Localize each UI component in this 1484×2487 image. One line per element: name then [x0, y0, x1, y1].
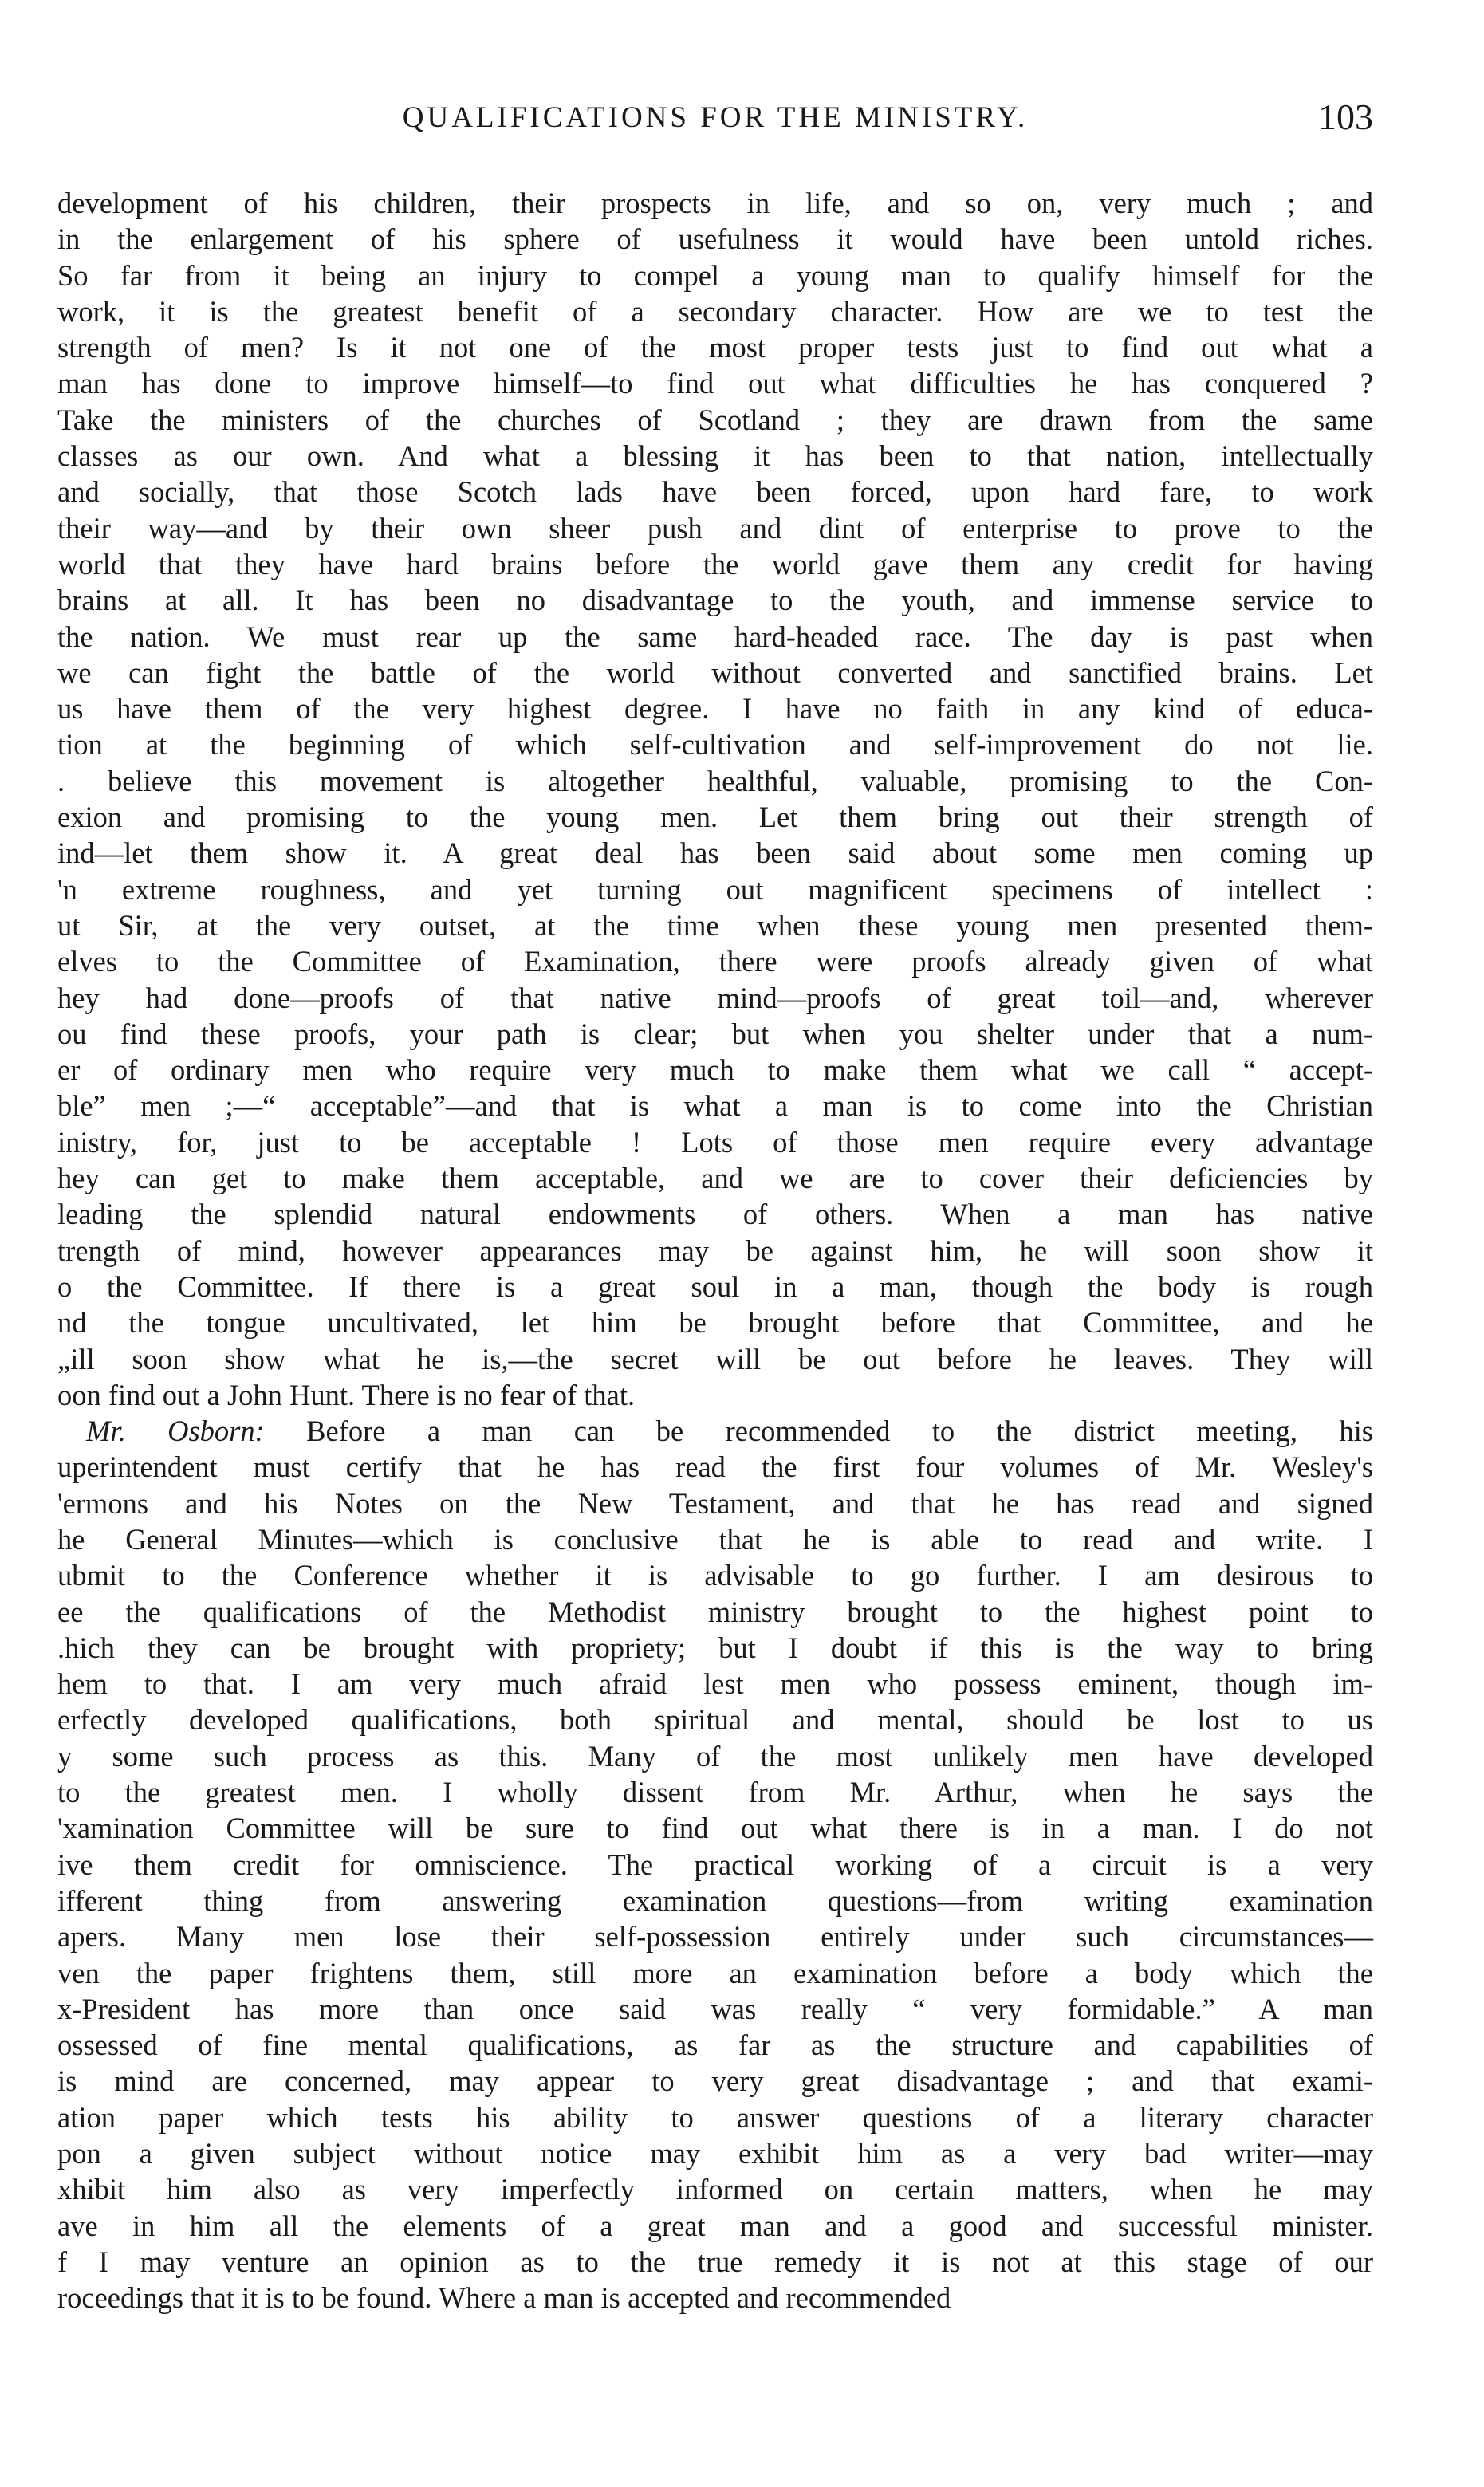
text-line: us have them of the very highest degree. I have no faith in any kind of educa- — [57, 692, 1373, 726]
text-line: strength of men? Is it not one of the most proper tests just to find out what a — [57, 331, 1373, 364]
text-line: inistry, for, just to be acceptable ! Lots of those men require every advantage — [57, 1125, 1373, 1159]
text-line: ive them credit for omniscience. The practical working of a circuit is a very — [57, 1848, 1373, 1881]
text-line: hey can get to make them acceptable, and we are to cover their deficiencies by — [57, 1162, 1373, 1195]
text-line: 'ermons and his Notes on the New Testament, and that he has read and signed — [57, 1486, 1373, 1520]
book-page — [57, 96, 1373, 2316]
text-line: ut Sir, at the very outset, at the time when these young men presented them- — [57, 908, 1373, 942]
text-line: ou find these proofs, your path is clear; but when you shelter under that a num- — [57, 1017, 1373, 1050]
text-line: . believe this movement is altogether healthful, valuable, promising to the Con- — [57, 764, 1373, 797]
text-line: is mind are concerned, may appear to very great disadvantage ; and that exami- — [57, 2064, 1373, 2098]
text-line: Take the ministers of the churches of Scotland ; they are drawn from the same — [57, 403, 1373, 436]
text-line: y some such process as this. Many of the most unlikely men have developed — [57, 1739, 1373, 1773]
text-line: and socially, that those Scotch lads have been forced, upon hard fare, to work — [57, 475, 1373, 509]
text-line: classes as our own. And what a blessing it has been to that nation, intellectually — [57, 439, 1373, 473]
text-line: er of ordinary men who require very much to make them what we call “ accept- — [57, 1053, 1373, 1087]
text-line: hey had done—proofs of that native mind—proofs of great toil—and, wherever — [57, 981, 1373, 1014]
text-line: development of his children, their prospects in life, and so on, very much ; and — [57, 187, 1373, 219]
text-line: apers. Many men lose their self-possession entirely under such circumstances— — [57, 1920, 1373, 1954]
text-line: world that they have hard brains before the world gave them any credit for having — [57, 547, 1373, 580]
text-line: brains at all. It has been no disadvantage to the youth, and immense service to — [57, 584, 1373, 617]
text-line — [57, 1413, 1373, 1449]
text-line: uperintendent must certify that he has read the first four volumes of Mr. Wesley's — [57, 1450, 1373, 1484]
text-line: leading the splendid natural endowments of others. When a man has native — [57, 1198, 1373, 1231]
text-line: hem to that. I am very much afraid lest men who possess eminent, though im- — [57, 1667, 1373, 1701]
text-line: elves to the Committee of Examination, there were proofs already given of what — [57, 945, 1373, 978]
text-line: ave in him all the elements of a great man and a good and successful minister. — [57, 2209, 1373, 2242]
paragraph-osborn-speech — [57, 1413, 1373, 2316]
text-line: ee the qualifications of the Methodist ministry brought to the highest point to — [57, 1595, 1373, 1628]
text-line: roceedings that it is to be found. Where a man is accepted and recommended — [57, 2281, 951, 2315]
text-line: o the Committee. If there is a great soul in a man, though the body is rough — [57, 1269, 1373, 1303]
text-line: 'xamination Committee will be sure to find out what there is in a man. I do not — [57, 1812, 1373, 1845]
paragraph-arthur-speech — [57, 185, 1373, 1413]
text-line: xhibit him also as very imperfectly informed on certain matters, when he may — [57, 2173, 1373, 2206]
text-line: .hich they can be brought with propriety; but I doubt if this is the way to bring — [57, 1631, 1373, 1664]
text-line: erfectly developed qualifications, both spiritual and mental, should be lost to us — [57, 1703, 1373, 1737]
text-line: ation paper which tests his ability to answer questions of a literary character — [57, 2100, 1373, 2134]
text-line: we can fight the battle of the world without converted and sanctified brains. Let — [57, 655, 1373, 689]
text-line: So far from it being an injury to compel a young man to qualify himself for the — [57, 258, 1373, 292]
text-line: ble” men ;—“ acceptable”—and that is what a man is to come into the Christian — [57, 1089, 1373, 1123]
text-line: ifferent thing from answering examination questions—from writing examination — [57, 1883, 1373, 1917]
text-line: in the enlargement of his sphere of usefulness it would have been untold riches. — [57, 222, 1373, 256]
text-line: f I may venture an opinion as to the true remedy it is not at this stage of our — [57, 2245, 1373, 2278]
text-line: exion and promising to the young men. Let them bring out their strength of — [57, 801, 1373, 834]
speaker-name: Mr. Osborn: — [86, 1415, 265, 1448]
text-line: oon find out a John Hunt. There is no fear of that. — [57, 1378, 636, 1411]
text-line: tion at the beginning of which self-cultivation and self-improvement do not lie. — [57, 728, 1373, 761]
running-head — [57, 96, 1373, 152]
page-number: 103 — [1318, 96, 1373, 137]
text-line: nd the tongue uncultivated, let him be brought before that Committee, and he — [57, 1306, 1373, 1340]
text-line: man has done to improve himself—to find out what difficulties he has conquered ? — [57, 367, 1373, 400]
text-line: ossessed of fine mental qualifications, as far as the structure and capabilities of — [57, 2029, 1373, 2062]
line-text: Before a man can be recommended to the district meeting, his — [264, 1415, 1373, 1448]
text-line: trength of mind, however appearances may be against him, he will soon show it — [57, 1234, 1373, 1267]
text-line: their way—and by their own sheer push and dint of enterprise to prove to the — [57, 511, 1373, 545]
text-line: pon a given subject without notice may exhibit him as a very bad writer—may — [57, 2137, 1373, 2170]
text-line: the nation. We must rear up the same hard-headed race. The day is past when — [57, 620, 1373, 653]
text-line: „ill soon show what he is,—the secret will be out before he leaves. They will — [57, 1342, 1373, 1375]
body-text — [57, 185, 1373, 2316]
text-line: 'n extreme roughness, and yet turning out magnificent specimens of intellect : — [57, 872, 1373, 906]
text-line: work, it is the greatest benefit of a secondary character. How are we to test the — [57, 294, 1373, 328]
text-line: ven the paper frightens them, still more an examination before a body which the — [57, 1956, 1373, 1989]
text-line: ubmit to the Conference whether it is advisable to go further. I am desirous to — [57, 1559, 1373, 1592]
text-line: to the greatest men. I wholly dissent from Mr. Arthur, when he says the — [57, 1776, 1373, 1809]
text-line: x-President has more than once said was really “ very formidable.” A man — [57, 1992, 1373, 2025]
running-title: QUALIFICATIONS FOR THE MINISTRY. — [402, 101, 1029, 134]
text-line: ind—let them show it. A great deal has been said about some men coming up — [57, 836, 1373, 870]
text-line: he General Minutes—which is conclusive that he is able to read and write. I — [57, 1522, 1373, 1556]
